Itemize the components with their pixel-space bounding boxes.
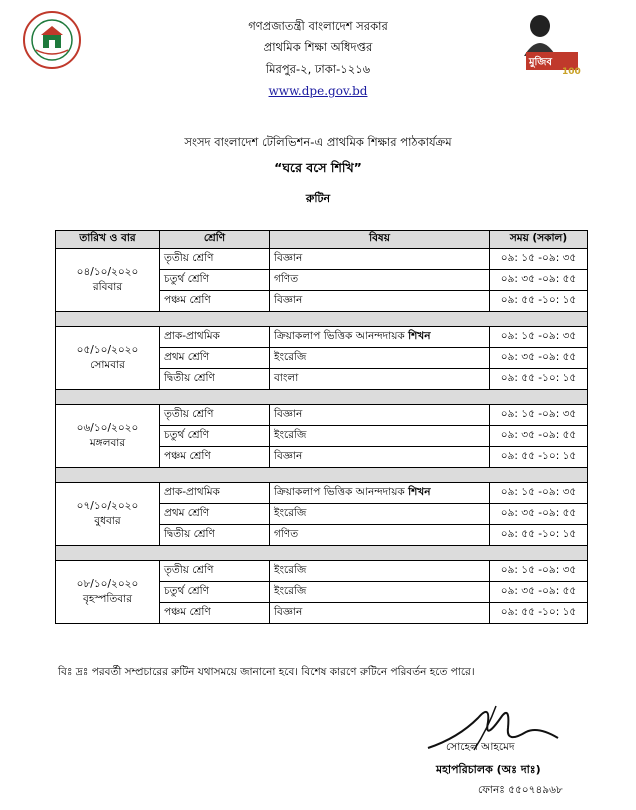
header-date: তারিখ ও বার: [56, 231, 160, 249]
class-cell: প্রথম শ্রেণি: [160, 348, 270, 369]
class-cell: তৃতীয় শ্রেণি: [160, 249, 270, 270]
table-header-row: [56, 231, 588, 249]
class-cell: প্রাক-প্রাথমিক: [160, 327, 270, 348]
time-cell: ০৯: ৫৫ -১০: ১৫: [490, 291, 588, 312]
routine-table-body: [56, 249, 588, 624]
time-cell: ০৯: ৩৫ -০৯: ৫৫: [490, 270, 588, 291]
class-cell: দ্বিতীয় শ্রেণি: [160, 525, 270, 546]
date-cell: [56, 561, 160, 624]
class-cell: পঞ্চম শ্রেণি: [160, 447, 270, 468]
date-cell: [56, 483, 160, 546]
subject-text: বিজ্ঞান: [274, 605, 303, 618]
subject-cell: [270, 525, 490, 546]
routine-table: [55, 230, 588, 624]
time-cell: ০৯: ৫৫ -১০: ১৫: [490, 525, 588, 546]
table-row: [56, 327, 588, 348]
table-row: [56, 249, 588, 270]
time-cell: ০৯: ৩৫ -০৯: ৫৫: [490, 504, 588, 525]
subject-text: ইংরেজি: [274, 428, 307, 441]
subject-cell: [270, 603, 490, 624]
separator-cell: [56, 390, 588, 405]
time-cell: ০৯: ১৫ -০৯: ৩৫: [490, 405, 588, 426]
date-cell: [56, 405, 160, 468]
subject-cell: [270, 348, 490, 369]
subject-text: ক্রিয়াকলাপ ভিত্তিক আনন্দদায়ক: [274, 329, 405, 342]
signatory-phone: ফোনঃ ৫৫০৭৪৯৬৮: [478, 784, 563, 796]
date-cell: [56, 327, 160, 390]
separator-row: [56, 390, 588, 405]
time-cell: ০৯: ৩৫ -০৯: ৫৫: [490, 426, 588, 447]
separator-cell: [56, 468, 588, 483]
weekday-value: বুধবার: [94, 515, 121, 527]
subject-text: বিজ্ঞান: [274, 407, 303, 420]
class-cell: দ্বিতীয় শ্রেণি: [160, 369, 270, 390]
weekday-value: বৃহস্পতিবার: [83, 593, 132, 605]
logo-mujib-text: মুজিব: [529, 57, 552, 68]
class-cell: প্রথম শ্রেণি: [160, 504, 270, 525]
class-cell: চতুর্থ শ্রেণি: [160, 426, 270, 447]
subject-cell: [270, 270, 490, 291]
header-time: সময় (সকাল): [490, 231, 588, 249]
time-cell: ০৯: ৫৫ -১০: ১৫: [490, 369, 588, 390]
subject-text: ইংরেজি: [274, 350, 307, 363]
date-value: ০৬/১০/২০২০: [76, 422, 139, 434]
class-cell: চতুর্থ শ্রেণি: [160, 582, 270, 603]
subject-cell: [270, 426, 490, 447]
subject-text: ইংরেজি: [274, 563, 307, 576]
date-value: ০৪/১০/২০২০: [76, 266, 139, 278]
weekday-value: সোমবার: [90, 359, 125, 371]
subject-text: বিজ্ঞান: [274, 251, 303, 264]
class-cell: পঞ্চম শ্রেণি: [160, 603, 270, 624]
subject-text: বাংলা: [274, 371, 299, 384]
class-cell: তৃতীয় শ্রেণি: [160, 561, 270, 582]
separator-row: [56, 546, 588, 561]
subject-bold-text: শিখন: [408, 485, 431, 498]
header-class: শ্রেণি: [160, 231, 270, 249]
separator-row: [56, 468, 588, 483]
subject-text: বিজ্ঞান: [274, 293, 303, 306]
time-cell: ০৯: ৫৫ -১০: ১৫: [490, 447, 588, 468]
subject-bold-text: শিখন: [408, 329, 431, 342]
separator-row: [56, 312, 588, 327]
subject-text: ইংরেজি: [274, 506, 307, 519]
time-cell: ০৯: ৫৫ -১০: ১৫: [490, 603, 588, 624]
class-cell: প্রাক-প্রাথমিক: [160, 483, 270, 504]
subject-cell: [270, 249, 490, 270]
time-cell: ০৯: ১৫ -০৯: ৩৫: [490, 249, 588, 270]
subject-text: ক্রিয়াকলাপ ভিত্তিক আনন্দদায়ক: [274, 485, 405, 498]
table-row: [56, 561, 588, 582]
date-value: ০৮/১০/২০২০: [76, 578, 139, 590]
time-cell: ০৯: ১৫ -০৯: ৩৫: [490, 561, 588, 582]
header-subject: বিষয়: [270, 231, 490, 249]
table-row: [56, 483, 588, 504]
class-cell: চতুর্থ শ্রেণি: [160, 270, 270, 291]
separator-cell: [56, 546, 588, 561]
time-cell: ০৯: ১৫ -০৯: ৩৫: [490, 483, 588, 504]
date-cell: [56, 249, 160, 312]
date-value: ০৫/১০/২০২০: [76, 344, 139, 356]
website-link[interactable]: www.dpe.gov.bd: [268, 84, 368, 98]
address: মিরপুর-২, ঢাকা-১২১৬: [265, 62, 371, 76]
subject-text: বিজ্ঞান: [274, 449, 303, 462]
subject-cell: [270, 327, 490, 348]
signatory-designation: মহাপরিচালক (অঃ দাঃ): [436, 763, 541, 776]
logo-100-text: 100: [562, 67, 581, 76]
subject-cell: [270, 561, 490, 582]
subject-cell: [270, 483, 490, 504]
subject-cell: [270, 369, 490, 390]
date-value: ০৭/১০/২০২০: [76, 500, 139, 512]
subject-text: গণিত: [274, 272, 299, 285]
subject-cell: [270, 582, 490, 603]
subject-cell: [270, 447, 490, 468]
show-title: “ঘরে বসে শিখি”: [274, 160, 362, 175]
directorate-title: প্রাথমিক শিক্ষা অধিদপ্তর: [263, 40, 373, 54]
weekday-value: মঙ্গলবার: [89, 437, 126, 449]
class-cell: তৃতীয় শ্রেণি: [160, 405, 270, 426]
time-cell: ০৯: ১৫ -০৯: ৩৫: [490, 327, 588, 348]
notice-text: বিঃ দ্রঃ পরবর্তী সম্প্রচারের রুটিন যথাসময়ে জানানো হবে। বিশেষ কারণে রুটিনে পরিবর্তন হতে পারে।: [58, 666, 475, 678]
subject-cell: [270, 504, 490, 525]
time-cell: ০৯: ৩৫ -০৯: ৫৫: [490, 582, 588, 603]
programme-title: সংসদ বাংলাদেশ টেলিভিশন-এ প্রাথমিক শিক্ষার পাঠকার্যক্রম: [184, 135, 452, 149]
signatory-name: সোহেল আহমেদ: [446, 741, 515, 753]
subject-text: গণিত: [274, 527, 299, 540]
routine-label: রুটিন: [305, 192, 331, 205]
class-cell: পঞ্চম শ্রেণি: [160, 291, 270, 312]
weekday-value: রবিবার: [92, 281, 123, 293]
table-row: [56, 405, 588, 426]
government-title: গণপ্রজাতন্ত্রী বাংলাদেশ সরকার: [248, 19, 388, 33]
subject-cell: [270, 291, 490, 312]
subject-cell: [270, 405, 490, 426]
subject-text: ইংরেজি: [274, 584, 307, 597]
separator-cell: [56, 312, 588, 327]
time-cell: ০৯: ৩৫ -০৯: ৫৫: [490, 348, 588, 369]
